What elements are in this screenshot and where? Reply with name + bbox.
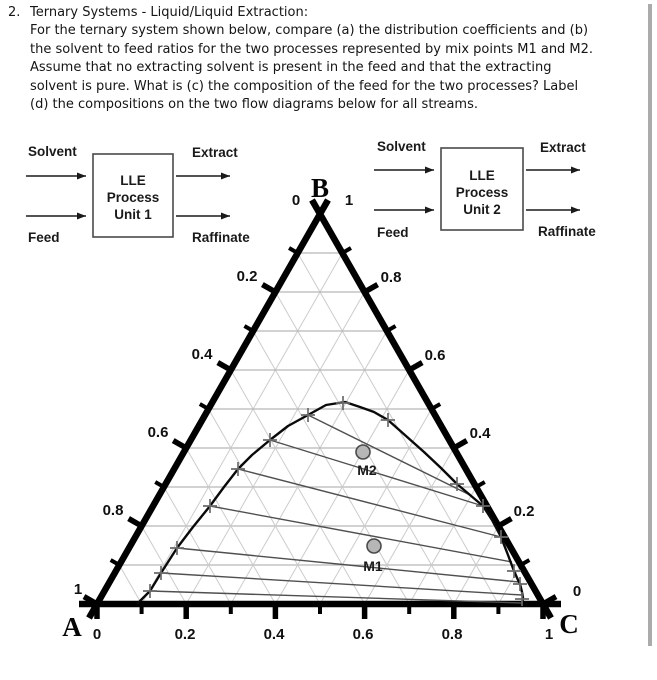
bottom-axis-tick-label: 0.2 [174, 626, 196, 643]
bottom-axis-tick-label: 1 [544, 626, 554, 643]
problem-number: 2. [8, 5, 21, 20]
unit-1-box-line: LLE [120, 173, 146, 188]
left-axis-tick-label: 0.6 [147, 424, 169, 441]
tie-line [238, 469, 501, 537]
apex-scale-right: 1 [344, 192, 354, 209]
left-axis-tick-label: 1 [73, 581, 83, 598]
unit-2-feed-label: Feed [377, 225, 409, 240]
problem-text-line: Assume that no extracting solvent is present in the feed and that the extracting [30, 60, 552, 76]
right-axis-tick-label: 0.4 [469, 425, 491, 442]
flow-diagram-unit-1 [26, 144, 250, 245]
problem-text-line: For the ternary system shown below, compare (a) the distribution coefficients and (b) [30, 23, 589, 39]
problem-text-line: (d) the compositions on the two flow diagrams below for all streams. [30, 97, 479, 113]
unit-2-raffinate-label: Raffinate [538, 224, 596, 239]
right-axis-tick-label: 0.6 [424, 347, 446, 364]
left-axis-tick-label: 0.2 [236, 268, 258, 285]
unit-1-extract-label: Extract [192, 145, 238, 160]
unit-1-raffinate-label: Raffinate [192, 230, 250, 245]
unit-1-box-line: Process [106, 190, 160, 205]
ternary-grid [119, 253, 520, 604]
unit-2-extract-label: Extract [540, 140, 586, 155]
unit-2-box-line: Unit 2 [463, 202, 501, 217]
mix-point-m2 [356, 445, 370, 459]
bottom-axis-tick-label: 0.6 [352, 626, 374, 643]
bottom-axis-tick-label: 0.4 [263, 626, 285, 643]
mix-point-m1-label: M1 [363, 558, 383, 574]
problem-text-line: the solvent to feed ratios for the two processes represented by mix points M1 and M2. [30, 41, 594, 57]
bottom-axis-tick-label: 0.8 [441, 626, 463, 643]
left-axis-tick-label: 0.4 [191, 346, 213, 363]
problem-title: Ternary Systems - Liquid/Liquid Extraction: [30, 5, 309, 20]
tie-line [210, 506, 512, 562]
left-axis-tick-label: 0.8 [102, 502, 124, 519]
vertex-label-b: B [310, 173, 330, 203]
unit-1-box-line: Unit 1 [114, 207, 152, 222]
unit-2-solvent-label: Solvent [377, 139, 426, 154]
mix-point-m2-label: M2 [357, 462, 377, 478]
unit-1-feed-label: Feed [28, 230, 60, 245]
vertex-label-a: A [62, 612, 82, 642]
right-axis-tick-label: 0.2 [513, 503, 535, 520]
right-axis-tick-label: 0.8 [380, 269, 402, 286]
vertex-label-c: C [559, 609, 579, 639]
flow-diagram-unit-2 [374, 139, 596, 240]
unit-1-solvent-label: Solvent [28, 144, 77, 159]
right-axis-tick-label: 0 [572, 583, 582, 600]
mix-point-m1 [367, 539, 381, 553]
unit-2-box-line: Process [455, 185, 509, 200]
problem-text-line: solvent is pure. What is (c) the composition of the feed for the two processes? Label [30, 78, 579, 94]
bottom-axis-tick-label: 0 [92, 626, 102, 643]
unit-2-box-line: LLE [469, 168, 495, 183]
apex-scale-left: 0 [291, 192, 301, 209]
